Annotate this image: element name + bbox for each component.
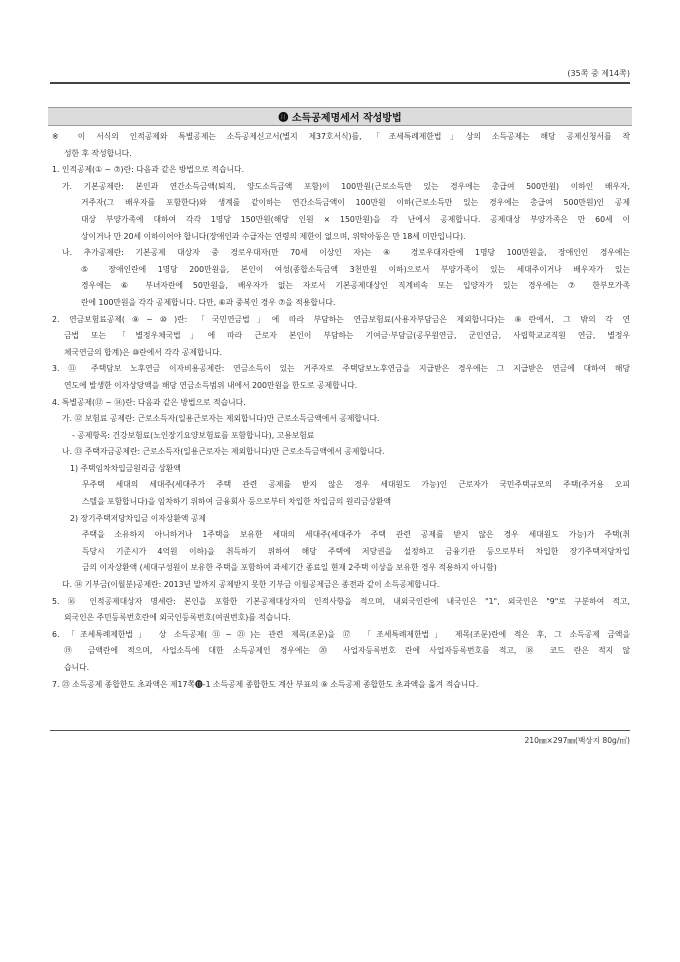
instruction-line: 1) 주택임차차입금원리금 상환액 xyxy=(70,463,181,473)
instruction-line: 7. ㉓ 소득공제 종합한도 초과액은 제17쪽⓫-1 소득공제 종합한도 계산 부표의 ⑨ 소득공제 종합한도 초과액을 옮겨 적습니다. xyxy=(52,679,479,689)
instruction-line: 6. 「조세특례제한법」 상 소득공제(⑪~㉑)는 관련 제목(조문)을 ⑰ 「조세특례제한법」 제목(조문)란에 적은 후, 그 소득공제 금액을 xyxy=(52,629,630,639)
instruction-line: 금법 또는 「별정우체국법」에 따라 근로자 본인이 부담하는 기여금·부담금(공무원연금, 군인연금, 사립학교교직원 연금, 별정우 xyxy=(64,331,630,341)
top-divider xyxy=(50,82,630,84)
instruction-line: 득당시 기준시가 4억원 이하)을 취득하기 위하여 해당 주택에 저당권을 설정하고 금융기관 등으로부터 차입한 장기주택저당차입 xyxy=(82,546,630,556)
instruction-line: 1. 인적공제(① ~ ⑦)란: 다음과 같은 방법으로 적습니다. xyxy=(52,165,245,175)
instruction-line: 3. ⑪ 주택담보 노후연금 이자비용공제란: 연금소득이 있는 거주자로 주택담보노후연금을 지급받은 경우에는 그 지급받은 연금에 대하여 해당 xyxy=(52,364,630,374)
instruction-line: ⑤ 장애인란에 1명당 200만원을, 본인이 여성(종합소득금액 3천만원 이하)으로서 부양가족이 있는 세대주이거나 배우자가 있는 xyxy=(81,264,630,274)
instruction-line: 주택을 소유하지 아니하거나 1주택을 보유한 세대의 세대주(세대주가 주택 관련 공제를 받지 않은 경우 세대원도 가능)가 주택(취 xyxy=(82,530,630,540)
instruction-line: 체국연금의 합계)은 ⑩란에서 각각 공제합니다. xyxy=(64,347,222,357)
instruction-line: 나. ⑬ 주택자금공제란: 근로소득자(일용근로자는 제외합니다)만 근로소득금액에서 공제합니다. xyxy=(62,447,385,457)
instruction-line: 4. 특별공제(⑫ ~ ⑭)란: 다음과 같은 방법으로 적습니다. xyxy=(52,397,246,407)
instruction-line: 무주택 세대의 세대주(세대주가 주택 관련 공제를 받지 않은 경우 세대원도 가능)인 근로자가 국민주택규모의 주택(주거용 오피 xyxy=(82,480,630,490)
instruction-line: 5. ⑯ 인적공제대상자 명세란: 본인을 포함한 기본공제대상자의 인적사항을 적으며, 내외국인란에 내국인은 "1", 외국인은 "9"로 구분하여 적고, xyxy=(52,596,630,606)
instruction-line: 경우에는 ⑥ 부녀자란에 50만원을, 배우자가 없는 자로서 기본공제대상인 직계비속 또는 입양자가 있는 경우에는 ⑦ 한부모가족 xyxy=(81,281,630,291)
instruction-line: 연도에 발생한 이자상당액을 해당 연금소득범위 내에서 200만원을 한도로 공제합니다. xyxy=(64,380,358,390)
instruction-line: 다. ⑭ 기부금(이월분)공제란: 2013년 말까지 공제받지 못한 기부금 이월공제금은 종전과 같이 소득공제합니다. xyxy=(62,580,440,590)
instruction-line: 금의 이자상환액 (세대구성원이 보유한 주택을 포함하여 과세기간 종료일 현재 2주택 이상을 보유한 경우 적용하지 아니함) xyxy=(82,563,497,573)
instruction-line: 가. 기본공제란: 본인과 연간소득금액(퇴직, 양도소득금액 포함)이 100만원(근로소득만 있는 경우에는 총급여 500만원) 이하인 배우자, xyxy=(62,181,630,191)
instruction-line: 외국인은 주민등록번호란에 외국인등록번호(여권번호)를 적습니다. xyxy=(64,613,291,623)
instruction-line: ⑲ 금액란에 적으며, 사업소득에 대한 소득공제인 경우에는 ⑳ 사업자등록번호 란에 사업자등록번호를 적고, ⑱ 코드 란은 적지 않 xyxy=(64,646,630,656)
instruction-line: 상이거나 만 20세 이하이어야 합니다(장애인과 수급자는 연령의 제한이 없으며, 위탁아동은 만 18세 미만입니다). xyxy=(81,231,466,241)
instruction-line: 2. 연금보험료공제(⑨~⑩)란: 「국민연금법」에 따라 부담하는 연금보험료(사용자부담금은 제외합니다)는 ⑨란에서, 그 밖의 각 연 xyxy=(52,314,630,324)
instruction-line: 나. 추가공제란: 기본공제 대상자 중 경로우대자(만 70세 이상인 자)는 ④ 경로우대자란에 1명당 100만원을, 장애인인 경우에는 xyxy=(62,248,630,258)
instruction-line: 대상 부양가족에 대하여 각각 1명당 150만원(해당 인원 × 150만원)을 각 난에서 공제합니다. 공제대상 부양가족은 만 60세 이 xyxy=(81,214,630,224)
instruction-line: 란에 100만원을 각각 공제합니다. 다만, ⑥과 중복인 경우 ⑦을 적용합니다. xyxy=(81,297,336,307)
instruction-line: 성한 후 작성합니다. xyxy=(64,148,132,158)
instruction-line: ※ 이 서식의 인적공제와 특별공제는 소득공제신고서(별지 제37호서식)를, 「조세특례제한법」상의 소득공제는 해당 공제신청서를 작 xyxy=(52,132,630,141)
instruction-line: 가. ⑫ 보험료 공제란: 근로소득자(일용근로자는 제외합니다)만 근로소득금액에서 공제합니다. xyxy=(62,414,380,424)
instruction-line: - 공제항목: 건강보험료(노인장기요양보험료를 포함합니다), 고용보험료 xyxy=(72,430,315,440)
page-number: (35쪽 중 제14쪽) xyxy=(567,69,630,78)
instruction-line: 거주자(그 배우자를 포함한다)와 생계를 같이하는 연간소득금액이 100만원 이하(근로소득만 있는 경우에는 총급여 500만원)인 공제 xyxy=(81,198,630,208)
instruction-line: 2) 장기주택저당차입금 이자상환액 공제 xyxy=(70,513,206,523)
section-title: ⓫ 소득공제명세서 작성방법 xyxy=(278,113,402,124)
bottom-divider xyxy=(50,730,630,731)
section-title-bar xyxy=(48,107,632,126)
instructions-body xyxy=(52,129,630,693)
paper-spec: 210㎜×297㎜(백상지 80g/㎡) xyxy=(524,736,630,745)
instruction-line: 스텔을 포함합니다)을 임차하기 위하여 금융회사 등으로부터 차입한 차입금의 원리금상환액 xyxy=(82,497,392,507)
instruction-line: 습니다. xyxy=(64,663,90,672)
